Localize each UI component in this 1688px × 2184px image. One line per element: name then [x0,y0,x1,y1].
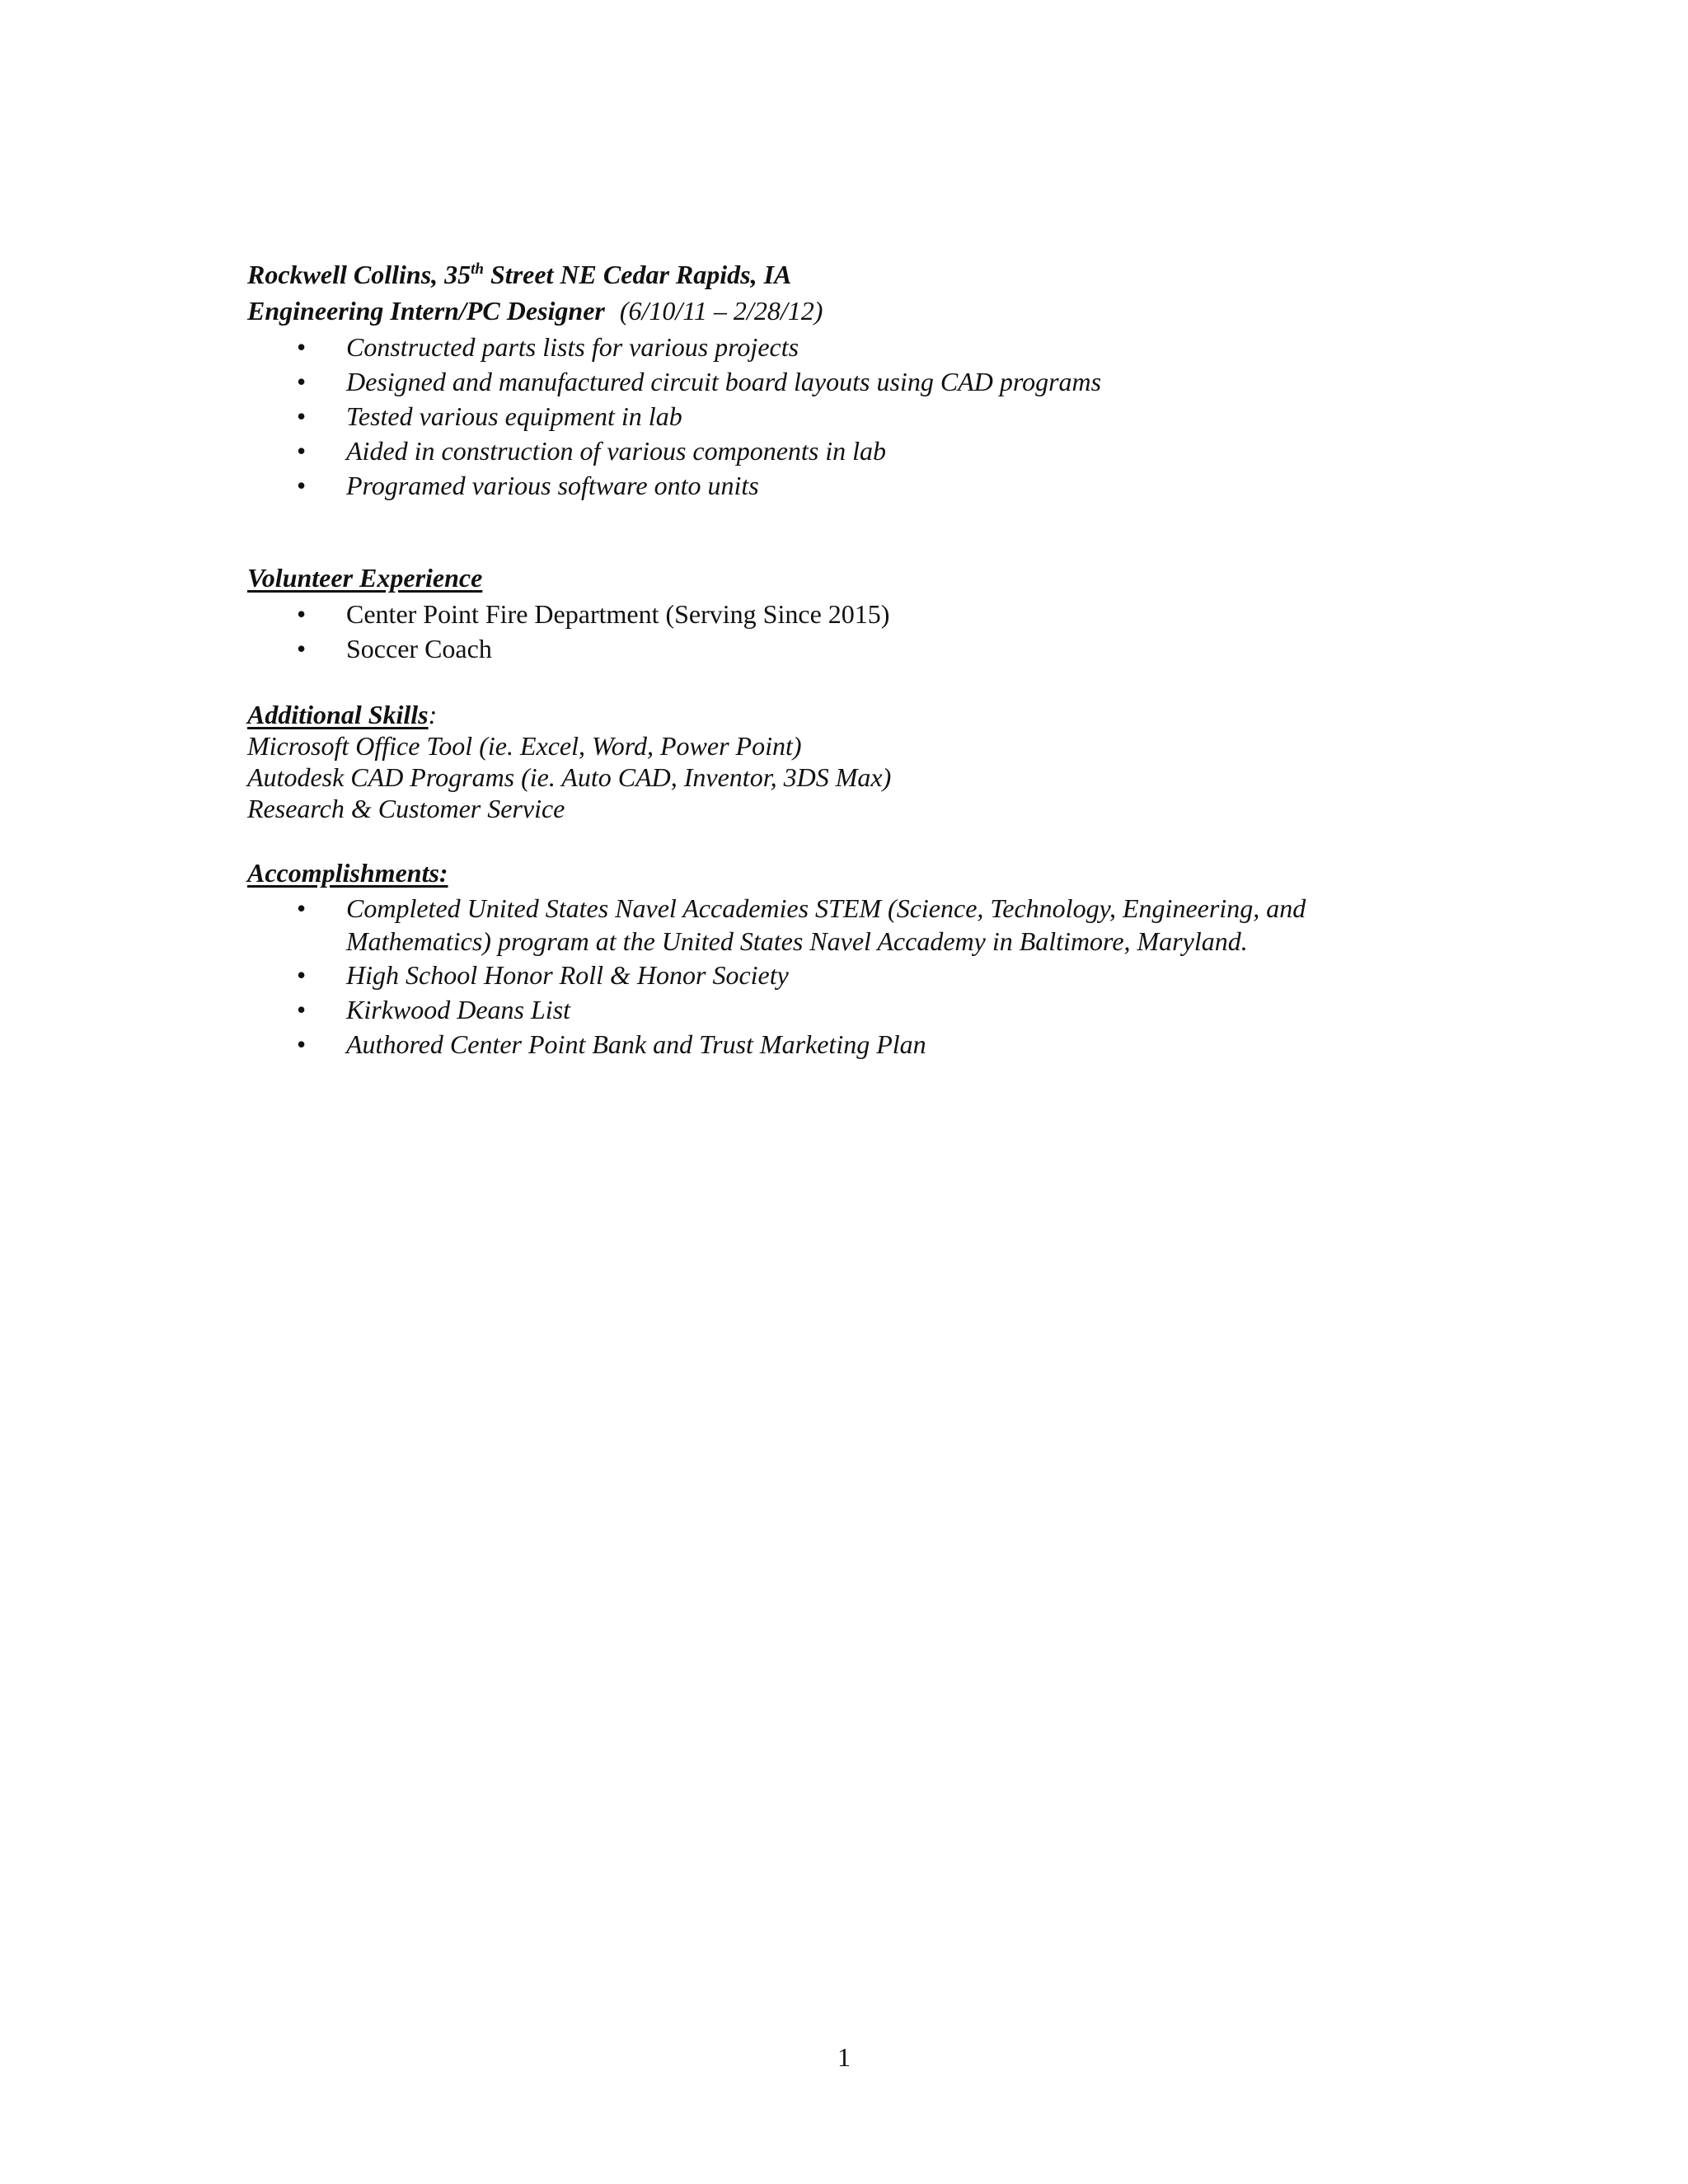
bullet-icon: • [297,1029,307,1059]
skills-heading-line [247,699,1434,730]
bullet-icon: • [297,960,307,990]
list-item [247,330,1434,364]
employment-section [247,259,1434,503]
skills-heading: Additional Skills [247,700,429,729]
accomplishment-text: Completed United States Navel Accademies STEM (Science, Technology, Engineering, and Mathematics) program at the United States Navel Accademy in Baltimore, Maryland. [346,893,1306,956]
list-item [247,399,1434,434]
bullet-icon: • [297,634,307,663]
list-item [247,597,1434,631]
list-item [247,1027,1434,1062]
accomplishment-text: High School Honor Roll & Honor Society [346,960,789,990]
bullet-icon: • [297,436,307,466]
skills-section [247,699,1434,824]
bullet-icon: • [297,893,307,923]
skill-line: Autodesk CAD Programs (ie. Auto CAD, Inventor, 3DS Max) [247,762,892,792]
duty-text: Constructed parts lists for various projects [346,332,799,362]
employer-company-prefix: Rockwell Collins, 35 [247,260,471,289]
bullet-icon: • [297,401,307,431]
volunteer-list [247,597,1434,666]
volunteer-text: Soccer Coach [346,634,492,663]
list-item [247,992,1434,1027]
job-title: Engineering Intern/PC Designer [247,296,605,326]
duty-text: Programed various software onto units [346,471,759,500]
accomplishment-text: Kirkwood Deans List [346,995,571,1024]
employer-superscript: th [471,260,484,278]
list-item [247,364,1434,399]
position-line [247,295,1434,326]
employer-company-suffix: Street NE Cedar Rapids, IA [484,260,792,289]
employer-line [247,259,1434,295]
list-item [247,631,1434,666]
list-item [247,468,1434,503]
list-item [247,958,1434,992]
skill-line: Microsoft Office Tool (ie. Excel, Word, Power Point) [247,731,802,761]
duties-list [247,330,1434,503]
accomplishments-list [247,892,1434,1062]
bullet-icon: • [297,332,307,362]
accomplishments-heading: Accomplishments: [247,858,448,888]
job-dates: (6/10/11 – 2/28/12) [619,296,823,326]
bullet-icon: • [297,599,307,629]
accomplishment-text: Authored Center Point Bank and Trust Marketing Plan [346,1029,926,1059]
duty-text: Tested various equipment in lab [346,401,682,431]
duty-text: Aided in construction of various components in lab [346,436,887,466]
duty-text: Designed and manufactured circuit board layouts using CAD programs [346,367,1102,396]
list-item [247,434,1434,468]
skills-heading-colon: : [428,700,438,729]
bullet-icon: • [297,367,307,396]
volunteer-section [247,562,1434,666]
list-item [247,892,1434,958]
bullet-icon: • [297,995,307,1024]
bullet-icon: • [297,471,307,500]
accomplishments-section [247,857,1434,1062]
page-number: 1 [837,2042,851,2072]
volunteer-text: Center Point Fire Department (Serving Since 2015) [346,599,890,629]
volunteer-heading: Volunteer Experience [247,563,483,593]
skill-line: Research & Customer Service [247,794,565,823]
